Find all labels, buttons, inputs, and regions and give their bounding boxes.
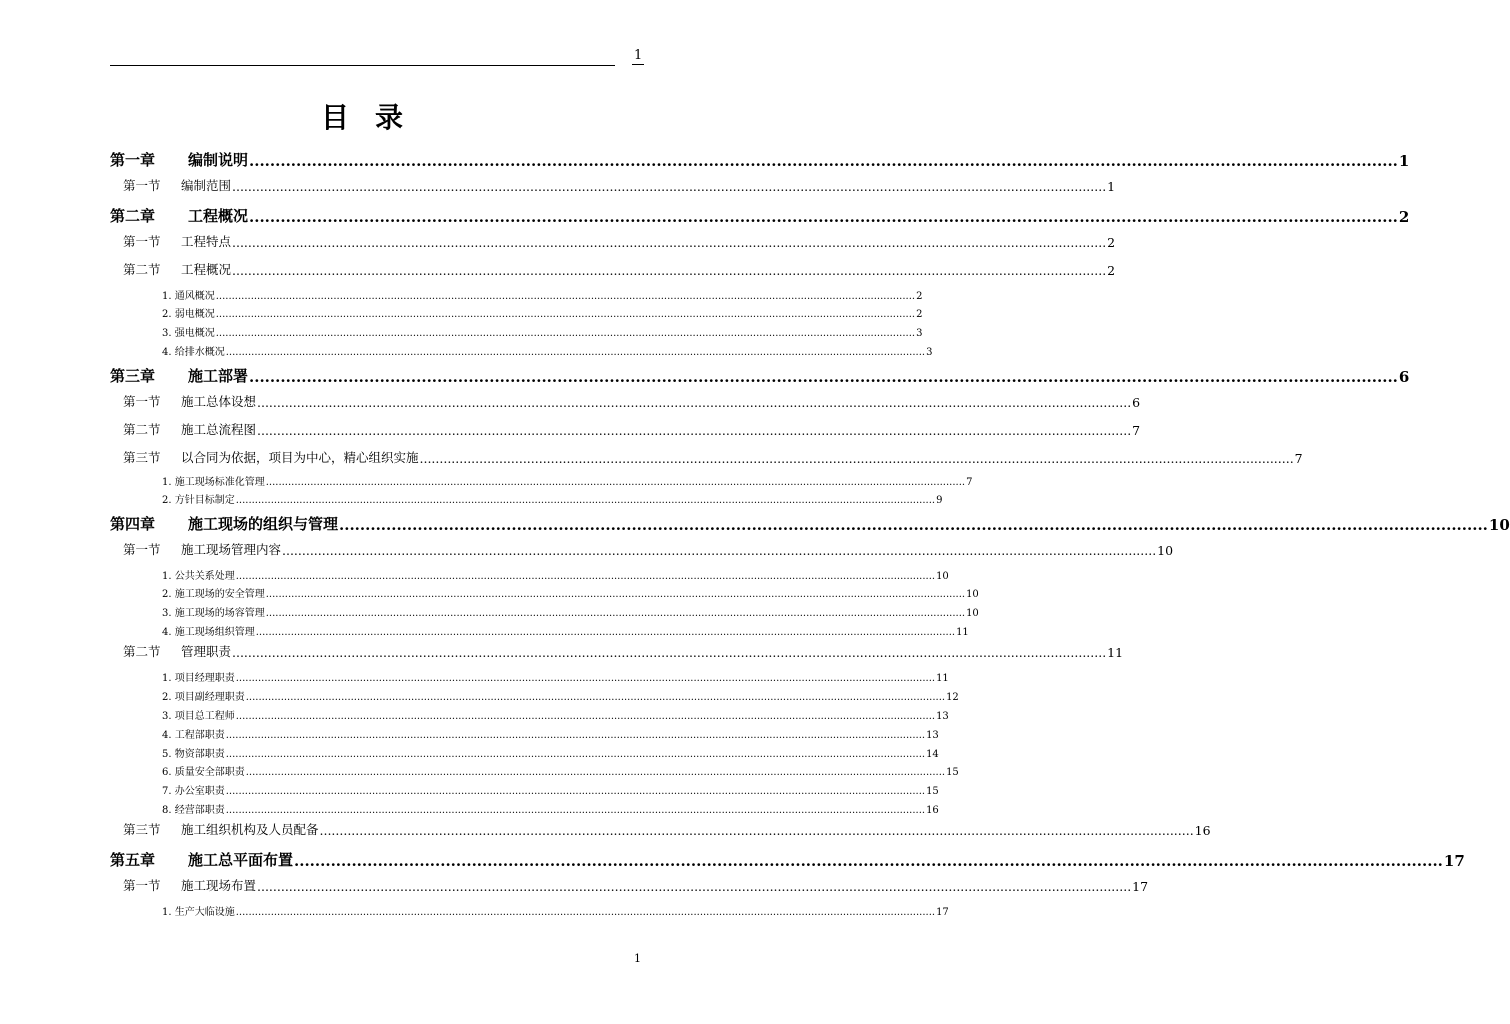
- toc-entry-text: 弱电概况: [171, 309, 215, 320]
- toc-leader-dots: ............................................................................................................................................................................................................................: [225, 805, 926, 816]
- toc-entry-number: 第二节: [123, 262, 161, 277]
- toc-entry-number: 第二节: [123, 422, 161, 437]
- toc-entry-item[interactable]: [162, 708, 949, 722]
- toc-entry-text: 施工现场的组织与管理: [188, 515, 339, 533]
- toc-entry-number: 第一节: [123, 878, 161, 893]
- toc-entry-label: [123, 176, 231, 194]
- toc-entry-label: [162, 745, 225, 760]
- toc-entry-label: [162, 726, 225, 741]
- toc-entry-section[interactable]: [123, 260, 1116, 278]
- toc-entry-label: [162, 287, 215, 302]
- toc-entry-number: 第三章: [110, 367, 156, 385]
- toc-entry-number: 第一节: [123, 234, 161, 249]
- toc-entry-label: [162, 305, 215, 320]
- toc-entry-number: 第一节: [123, 178, 161, 193]
- toc-entry-label: [123, 876, 256, 894]
- toc-entry-text: 施工部署: [188, 367, 249, 385]
- toc-entry-label: [162, 801, 225, 816]
- toc-entry-page: 10: [936, 571, 949, 582]
- toc-leader-dots: ............................................................................................................................................................................................................................: [265, 589, 966, 600]
- toc-entry-text: 给排水概况: [171, 347, 225, 358]
- toc-entry-label: [162, 604, 265, 619]
- toc-leader-dots: ............................................................................................................................................................................................................................: [225, 347, 926, 358]
- toc-entry-page: 6: [1132, 395, 1141, 410]
- toc-entry-page: 17: [1132, 879, 1149, 894]
- toc-leader-dots: ............................................................................................................................................................................................................................: [249, 368, 1398, 386]
- toc-entry-item[interactable]: [162, 746, 939, 760]
- toc-entry-text: 生产大临设施: [171, 907, 235, 918]
- toc-entry-number: 第一节: [123, 394, 161, 409]
- toc-entry-label: [123, 448, 419, 466]
- toc-entry-text: 强电概况: [171, 328, 215, 339]
- toc-entry-page: 2: [916, 309, 923, 320]
- toc-entry-section[interactable]: [123, 420, 1141, 438]
- toc-entry-chapter[interactable]: [110, 148, 1410, 170]
- toc-entry-label: [123, 260, 231, 278]
- toc-entry-label: [110, 849, 293, 870]
- toc-entry-page: 12: [946, 692, 959, 703]
- toc-entry-section[interactable]: [123, 176, 1116, 194]
- toc-entry-page: 11: [936, 673, 949, 684]
- toc-leader-dots: ............................................................................................................................................................................................................................: [245, 692, 946, 703]
- toc-entry-section[interactable]: [123, 232, 1116, 250]
- toc-entry-number: 1.: [162, 477, 172, 488]
- toc-entry-page: 11: [956, 627, 969, 638]
- toc-entry-label: [162, 567, 235, 582]
- toc-entry-item[interactable]: [162, 325, 923, 339]
- toc-entry-text: 工程特点: [181, 234, 232, 249]
- toc-entry-number: 3.: [162, 328, 172, 339]
- toc-entry-label: [162, 669, 235, 684]
- toc-entry-page: 13: [936, 711, 949, 722]
- toc-entry-page: 13: [926, 730, 939, 741]
- toc-entry-page: 10: [966, 589, 979, 600]
- toc-entry-page: 10: [1157, 543, 1174, 558]
- toc-entry-page: 7: [1294, 451, 1303, 466]
- toc-entry-text: 项目副经理职责: [171, 692, 245, 703]
- toc-entry-text: 施工总平面布置: [188, 851, 294, 869]
- toc-entry-text: 施工总体设想: [181, 394, 257, 409]
- toc-entry-item[interactable]: [162, 344, 933, 358]
- toc-entry-number: 7.: [162, 786, 172, 797]
- toc-entry-page: 3: [916, 328, 923, 339]
- toc-entry-number: 4.: [162, 730, 172, 741]
- toc-entry-label: [162, 324, 215, 339]
- toc-entry-page: 3: [926, 347, 933, 358]
- toc-entry-text: 施工现场的场容管理: [171, 608, 265, 619]
- toc-leader-dots: ............................................................................................................................................................................................................................: [257, 879, 1132, 894]
- toc-entry-page: 17: [936, 907, 949, 918]
- toc-entry-number: 2.: [162, 495, 172, 506]
- toc-entry-text: 施工现场标准化管理: [171, 477, 265, 488]
- toc-entry-number: 6.: [162, 767, 172, 778]
- toc-leader-dots: ............................................................................................................................................................................................................................: [225, 786, 926, 797]
- toc-entry-section[interactable]: [123, 876, 1149, 894]
- toc-entry-text: 物资部职责: [171, 749, 225, 760]
- toc-entry-number: 4.: [162, 347, 172, 358]
- toc-entry-item[interactable]: [162, 727, 939, 741]
- toc-entry-page: 11: [1107, 645, 1124, 660]
- toc-entry-section[interactable]: [123, 392, 1141, 410]
- toc-entry-item[interactable]: [162, 689, 959, 703]
- toc-entry-text: 项目总工程师: [171, 711, 235, 722]
- toc-entry-item[interactable]: [162, 802, 939, 816]
- toc-entry-item[interactable]: [162, 568, 949, 582]
- toc-entry-label: [110, 513, 338, 534]
- toc-entry-number: 第三节: [123, 450, 161, 465]
- toc-leader-dots: ............................................................................................................................................................................................................................: [232, 179, 1107, 194]
- toc-leader-dots: ............................................................................................................................................................................................................................: [265, 477, 966, 488]
- toc-entry-page: 10: [966, 608, 979, 619]
- toc-entry-text: 办公室职责: [171, 786, 225, 797]
- page-title: 目录: [320, 101, 429, 134]
- toc-entry-item[interactable]: [162, 288, 923, 302]
- toc-entry-number: 2.: [162, 692, 172, 703]
- toc-entry-label: [162, 782, 225, 797]
- toc-leader-dots: ............................................................................................................................................................................................................................: [235, 673, 936, 684]
- toc-entry-section[interactable]: [123, 448, 1303, 466]
- toc-entry-item[interactable]: [162, 474, 973, 488]
- toc-entry-page: 2: [1107, 235, 1116, 250]
- toc-leader-dots: ............................................................................................................................................................................................................................: [282, 543, 1157, 558]
- toc-entry-page: 7: [1132, 423, 1141, 438]
- toc-entry-label: [162, 343, 225, 358]
- toc-entry-number: 1.: [162, 907, 172, 918]
- toc-entry-number: 1.: [162, 673, 172, 684]
- toc-entry-number: 第二章: [110, 207, 156, 225]
- toc-leader-dots: ............................................................................................................................................................................................................................: [235, 907, 936, 918]
- toc-entry-page: 7: [966, 477, 973, 488]
- toc-entry-label: [162, 688, 245, 703]
- toc-entry-label: [123, 232, 231, 250]
- toc-entry-number: 4.: [162, 627, 172, 638]
- toc-leader-dots: ............................................................................................................................................................................................................................: [257, 423, 1132, 438]
- toc-entry-text: 编制说明: [188, 151, 249, 169]
- toc-entry-text: 方针目标制定: [171, 495, 235, 506]
- toc-entry-label: [162, 763, 245, 778]
- toc-entry-label: [162, 707, 235, 722]
- header-page-mark: 1: [634, 48, 643, 63]
- toc-entry-label: [110, 149, 248, 170]
- toc-entry-page: 16: [926, 805, 939, 816]
- toc-entry-page: 2: [916, 291, 923, 302]
- toc-entry-number: 第四章: [110, 515, 156, 533]
- toc-entry-item[interactable]: [162, 783, 939, 797]
- toc-leader-dots: ............................................................................................................................................................................................................................: [232, 263, 1107, 278]
- toc-entry-label: [123, 392, 256, 410]
- toc-leader-dots: ............................................................................................................................................................................................................................: [232, 235, 1107, 250]
- toc-entry-text: 管理职责: [181, 644, 232, 659]
- toc-entry-number: 3.: [162, 711, 172, 722]
- toc-entry-text: 工程概况: [181, 262, 232, 277]
- toc-entry-label: [110, 365, 248, 386]
- toc-entry-chapter[interactable]: [110, 364, 1410, 386]
- toc-entry-label: [123, 420, 256, 438]
- toc-entry-text: 质量安全部职责: [171, 767, 245, 778]
- toc-leader-dots: ............................................................................................................................................................................................................................: [319, 823, 1194, 838]
- toc-leader-dots: ............................................................................................................................................................................................................................: [225, 749, 926, 760]
- toc-entry-text: 施工现场组织管理: [171, 627, 255, 638]
- toc-entry-number: 第五章: [110, 851, 156, 869]
- toc-entry-label: [110, 205, 248, 226]
- toc-entry-chapter[interactable]: [110, 512, 1510, 534]
- toc-entry-page: 1: [1398, 152, 1410, 170]
- toc-leader-dots: ............................................................................................................................................................................................................................: [232, 645, 1107, 660]
- toc-entry-text: 工程概况: [188, 207, 249, 225]
- toc-entry-label: [162, 903, 235, 918]
- toc-leader-dots: ............................................................................................................................................................................................................................: [294, 852, 1443, 870]
- toc-leader-dots: ............................................................................................................................................................................................................................: [245, 767, 946, 778]
- toc-entry-section[interactable]: [123, 820, 1211, 838]
- toc-entry-label: [162, 473, 265, 488]
- toc-entry-label: [123, 820, 319, 838]
- toc-entry-number: 第二节: [123, 644, 161, 659]
- toc-entry-chapter[interactable]: [110, 204, 1410, 226]
- toc-leader-dots: ............................................................................................................................................................................................................................: [215, 291, 916, 302]
- toc-entry-page: 2: [1398, 208, 1410, 226]
- toc-entry-item[interactable]: [162, 586, 979, 600]
- toc-entry-item[interactable]: [162, 904, 949, 918]
- toc-entry-section[interactable]: [123, 540, 1174, 558]
- toc-entry-number: 1.: [162, 571, 172, 582]
- toc-leader-dots: ............................................................................................................................................................................................................................: [419, 451, 1294, 466]
- toc-entry-number: 2.: [162, 589, 172, 600]
- toc-entry-page: 1: [1107, 179, 1116, 194]
- toc-leader-dots: ............................................................................................................................................................................................................................: [249, 152, 1398, 170]
- toc-entry-label: [162, 491, 235, 506]
- toc-entry-text: 以合同为依据，项目为中心，精心组织实施: [181, 450, 419, 465]
- toc-leader-dots: ............................................................................................................................................................................................................................: [249, 208, 1398, 226]
- toc-entry-number: 第三节: [123, 822, 161, 837]
- toc-leader-dots: ............................................................................................................................................................................................................................: [265, 608, 966, 619]
- toc-leader-dots: ............................................................................................................................................................................................................................: [235, 495, 936, 506]
- toc-leader-dots: ............................................................................................................................................................................................................................: [257, 395, 1132, 410]
- toc-entry-text: 编制范围: [181, 178, 232, 193]
- toc-leader-dots: ............................................................................................................................................................................................................................: [215, 309, 916, 320]
- toc-entry-page: 14: [926, 749, 939, 760]
- toc-entry-chapter[interactable]: [110, 848, 1465, 870]
- toc-entry-number: 2.: [162, 309, 172, 320]
- toc-entry-item[interactable]: [162, 670, 949, 684]
- toc-entry-label: [123, 540, 281, 558]
- toc-entry-section[interactable]: [123, 642, 1124, 660]
- toc-entry-number: 第一章: [110, 151, 156, 169]
- toc-leader-dots: ............................................................................................................................................................................................................................: [235, 571, 936, 582]
- footer-page-number: 1: [634, 952, 641, 965]
- toc-entry-number: 8.: [162, 805, 172, 816]
- toc-entry-page: 15: [926, 786, 939, 797]
- toc-entry-number: 3.: [162, 608, 172, 619]
- toc-leader-dots: ............................................................................................................................................................................................................................: [339, 516, 1488, 534]
- toc-entry-text: 施工现场管理内容: [181, 542, 282, 557]
- toc-leader-dots: ............................................................................................................................................................................................................................: [215, 328, 916, 339]
- toc-entry-item[interactable]: [162, 624, 969, 638]
- toc-entry-number: 第一节: [123, 542, 161, 557]
- toc-entry-page: 2: [1107, 263, 1116, 278]
- toc-entry-page: 15: [946, 767, 959, 778]
- toc-entry-page: 9: [936, 495, 943, 506]
- toc-entry-label: [162, 623, 255, 638]
- toc-entry-text: 通风概况: [171, 291, 215, 302]
- toc-entry-text: 项目经理职责: [171, 673, 235, 684]
- toc-entry-text: 施工现场的安全管理: [171, 589, 265, 600]
- toc-entry-text: 施工组织机构及人员配备: [181, 822, 319, 837]
- toc-entry-item[interactable]: [162, 492, 943, 506]
- toc-entry-item[interactable]: [162, 605, 979, 619]
- toc-leader-dots: ............................................................................................................................................................................................................................: [225, 730, 926, 741]
- toc-entry-number: 1.: [162, 291, 172, 302]
- toc-entry-page: 16: [1194, 823, 1211, 838]
- toc-entry-text: 施工总流程图: [181, 422, 257, 437]
- toc-entry-page: 17: [1443, 852, 1465, 870]
- toc-leader-dots: ............................................................................................................................................................................................................................: [255, 627, 956, 638]
- toc-entry-text: 经营部职责: [171, 805, 225, 816]
- toc-entry-text: 公共关系处理: [171, 571, 235, 582]
- toc-entry-label: [162, 585, 265, 600]
- toc-entry-page: 10: [1488, 516, 1510, 534]
- toc-entry-item[interactable]: [162, 306, 923, 320]
- toc-entry-item[interactable]: [162, 764, 959, 778]
- toc-entry-text: 工程部职责: [171, 730, 225, 741]
- toc-entry-text: 施工现场布置: [181, 878, 257, 893]
- toc-entry-label: [123, 642, 231, 660]
- toc-entry-page: 6: [1398, 368, 1410, 386]
- toc-leader-dots: ............................................................................................................................................................................................................................: [235, 711, 936, 722]
- toc-entry-number: 5.: [162, 749, 172, 760]
